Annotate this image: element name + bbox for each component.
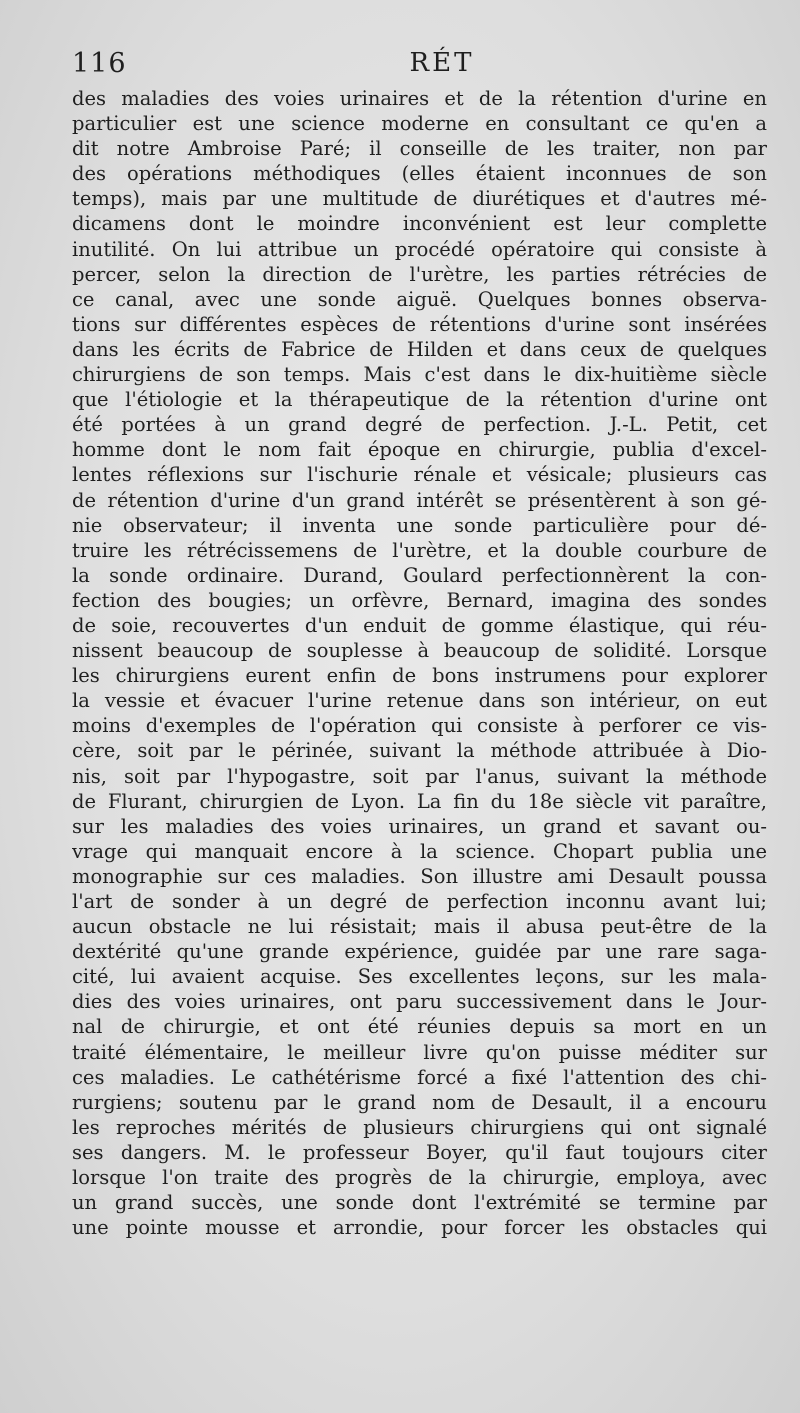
text-line: monographie sur ces maladies. Son illustre ami Desault poussa: [72, 864, 767, 888]
text-line: une pointe mousse et arrondie, pour forcer les obstacles qui: [72, 1216, 767, 1240]
text-line: percer, selon la direction de l'urètre, les parties rétrécies de: [72, 262, 767, 286]
text-line: été portées à un grand degré de perfection. J.-L. Petit, cet: [72, 413, 767, 437]
text-line: lentes réflexions sur l'ischurie rénale et vésicale; plusieurs cas: [72, 463, 767, 487]
text-line: ce canal, avec une sonde aiguë. Quelques bonnes observa-: [72, 287, 767, 311]
text-line: traité élémentaire, le meilleur livre qu'on puisse méditer sur: [72, 1040, 767, 1064]
text-line: dextérité qu'une grande expérience, guidée par une rare saga-: [72, 940, 767, 964]
text-line: homme dont le nom fait époque en chirurgie, publia d'excel-: [72, 438, 767, 462]
text-line: dans les écrits de Fabrice de Hilden et dans ceux de quelques: [72, 337, 767, 361]
text-line: vrage qui manquait encore à la science. Chopart publia une: [72, 839, 767, 863]
text-line: nissent beaucoup de souplesse à beaucoup de solidité. Lorsque: [72, 639, 767, 663]
page-header: [72, 48, 772, 88]
page-number: 116: [72, 48, 127, 79]
text-line: rurgiens; soutenu par le grand nom de Desault, il a encouru: [72, 1090, 767, 1114]
text-line: inutilité. On lui attribue un procédé opératoire qui consiste à: [72, 237, 767, 261]
text-line: temps), mais par une multitude de diurétiques et d'autres mé-: [72, 187, 767, 211]
text-line: dicamens dont le moindre inconvénient est leur complette: [72, 212, 767, 236]
text-line: moins d'exemples de l'opération qui consiste à perforer ce vis-: [72, 714, 767, 738]
body-text: [72, 86, 767, 1240]
text-line: un grand succès, une sonde dont l'extrémité se termine par: [72, 1191, 767, 1215]
text-line: la sonde ordinaire. Durand, Goulard perfectionnèrent la con-: [72, 563, 767, 587]
text-line: chirurgiens de son temps. Mais c'est dans le dix-huitième siècle: [72, 363, 767, 387]
text-line: des opérations méthodiques (elles étaient inconnues de son: [72, 162, 767, 186]
text-line: dit notre Ambroise Paré; il conseille de les traiter, non par: [72, 137, 767, 161]
text-line: la vessie et évacuer l'urine retenue dans son intérieur, on eut: [72, 689, 767, 713]
text-line: de rétention d'urine d'un grand intérêt se présentèrent à son gé-: [72, 488, 767, 512]
text-line: cère, soit par le périnée, suivant la méthode attribuée à Dio-: [72, 739, 767, 763]
text-line: truire les rétrécissemens de l'urètre, et la double courbure de: [72, 538, 767, 562]
text-line: que l'étiologie et la thérapeutique de la rétention d'urine ont: [72, 388, 767, 412]
text-line: aucun obstacle ne lui résistait; mais il abusa peut-être de la: [72, 915, 767, 939]
text-line: fection des bougies; un orfèvre, Bernard, imagina des sondes: [72, 588, 767, 612]
text-line: l'art de sonder à un degré de perfection inconnu avant lui;: [72, 890, 767, 913]
text-line: nal de chirurgie, et ont été réunies depuis sa mort en un: [72, 1015, 767, 1039]
text-line: dies des voies urinaires, ont paru successivement dans le Jour-: [72, 990, 767, 1014]
running-head: RÉT: [409, 48, 475, 78]
text-line: tions sur différentes espèces de rétentions d'urine sont insérées: [72, 312, 767, 336]
text-line: nis, soit par l'hypogastre, soit par l'anus, suivant la méthode: [72, 764, 767, 788]
text-line: cité, lui avaient acquise. Ses excellentes leçons, sur les mala-: [72, 965, 767, 989]
text-line: les chirurgiens eurent enfin de bons instrumens pour explorer: [72, 664, 767, 688]
text-line: particulier est une science moderne en consultant ce qu'en a: [72, 112, 767, 136]
text-line: nie observateur; il inventa une sonde particulière pour dé-: [72, 513, 767, 537]
text-line: sur les maladies des voies urinaires, un grand et savant ou-: [72, 814, 767, 838]
text-line: ses dangers. M. le professeur Boyer, qu'il faut toujours citer: [72, 1140, 767, 1164]
text-line: de Flurant, chirurgien de Lyon. La fin du 18e siècle vit paraître,: [72, 789, 767, 813]
text-line: de soie, recouvertes d'un enduit de gomme élastique, qui réu-: [72, 613, 767, 637]
text-line: des maladies des voies urinaires et de la rétention d'urine en: [72, 87, 767, 110]
text-line: ces maladies. Le cathétérisme forcé a fixé l'attention des chi-: [72, 1065, 767, 1089]
text-line: lorsque l'on traite des progrès de la chirurgie, employa, avec: [72, 1166, 767, 1190]
text-line: les reproches mérités de plusieurs chirurgiens qui ont signalé: [72, 1115, 767, 1139]
